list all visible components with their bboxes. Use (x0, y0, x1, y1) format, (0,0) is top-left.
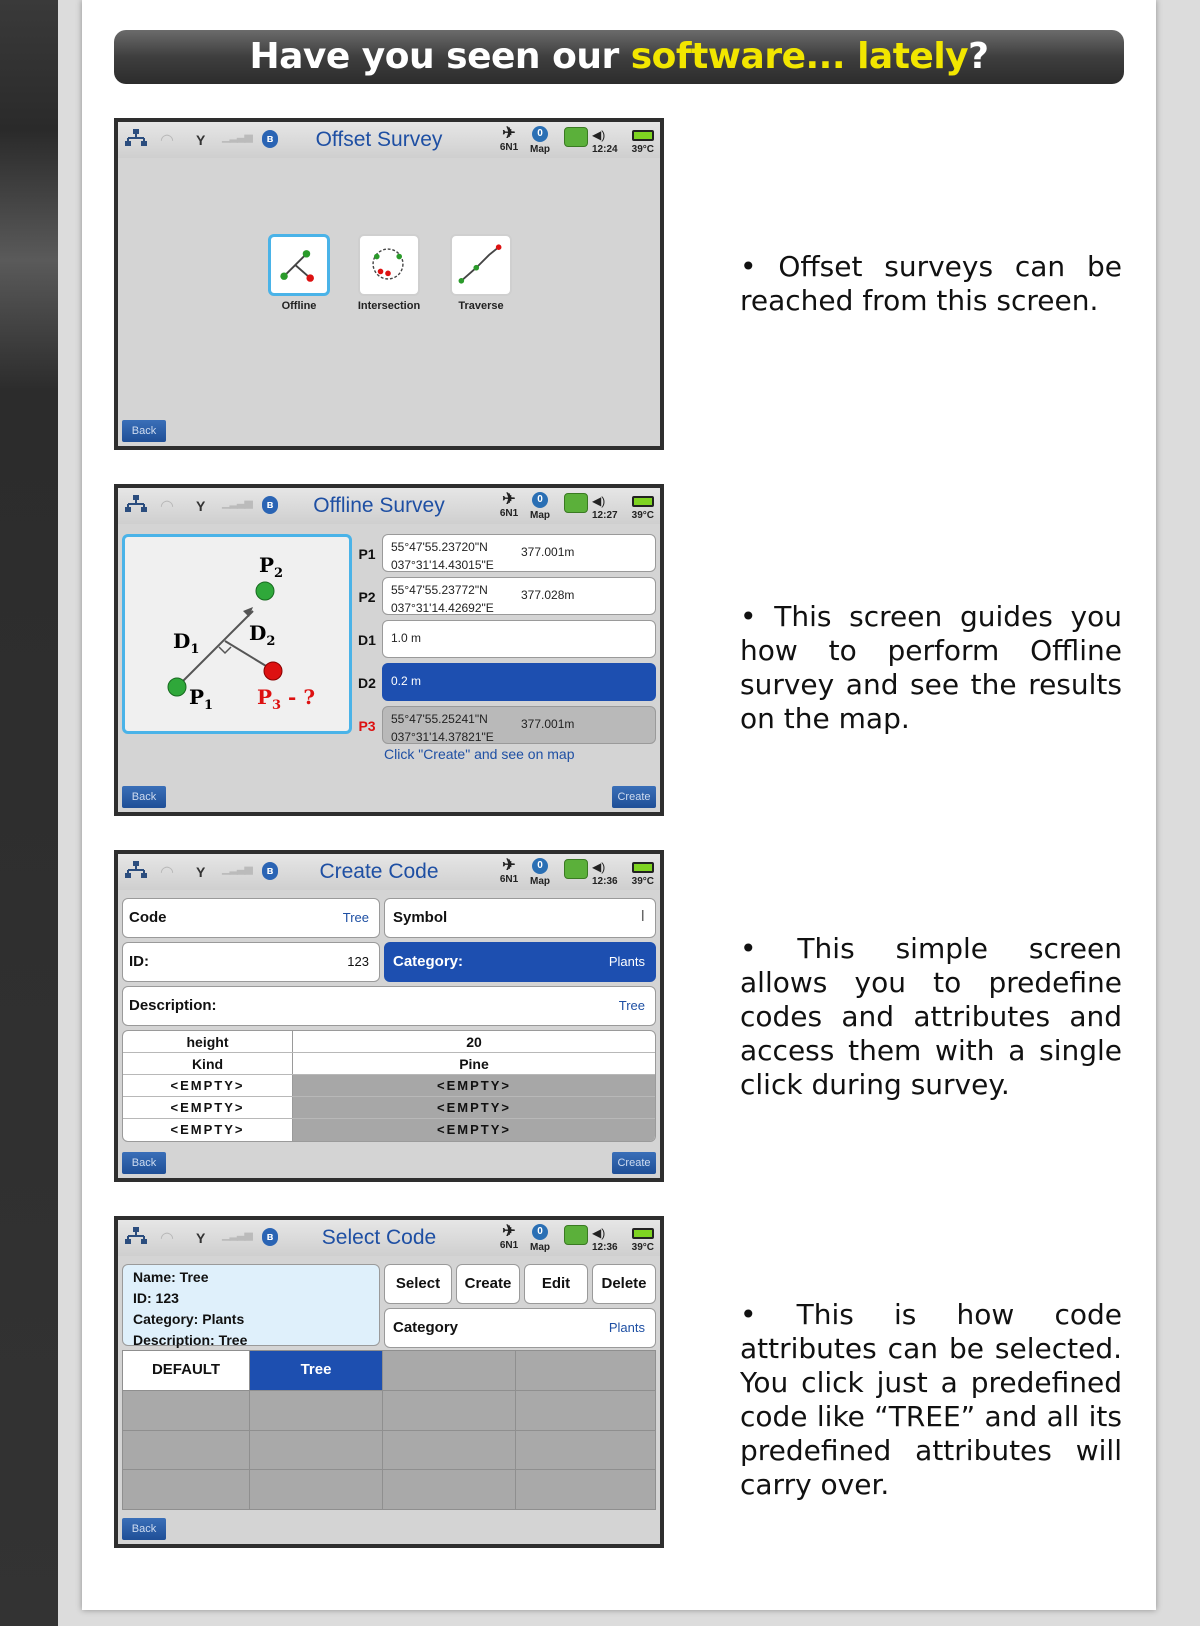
battery-icon (632, 130, 654, 141)
time-label: 12:24 (592, 144, 618, 155)
category-field[interactable] (384, 1308, 656, 1348)
table-row[interactable] (123, 1075, 655, 1097)
status-bar (118, 122, 660, 158)
satellite-label: 6N1 (499, 508, 519, 519)
code-cell-empty[interactable] (123, 1391, 249, 1430)
network-icon[interactable] (124, 860, 148, 880)
map-button[interactable] (526, 126, 554, 155)
p1-label: $P_1$ (189, 685, 214, 713)
time-label: 12:36 (592, 1242, 618, 1253)
map-badge-icon: 0 (532, 492, 548, 508)
description-offline: • This screen guides you how to perform Offline survey and see the results on the map. (740, 600, 1122, 735)
wifi-icon[interactable]: ◠ (160, 1230, 174, 1247)
p3-lon: 037°31'14.37821"E (391, 730, 494, 744)
green-status-icon[interactable] (564, 1225, 588, 1245)
p2-label: $P_2$ (259, 553, 284, 581)
code-value: Tree (342, 910, 369, 925)
create-button[interactable]: Create (612, 1152, 656, 1174)
edit-button[interactable]: Edit (524, 1264, 588, 1304)
clock-area (592, 492, 654, 521)
create-code-button[interactable]: Create (456, 1264, 520, 1304)
attr-key: height (123, 1031, 293, 1052)
time-label: 12:36 (592, 876, 618, 887)
p2-lat: 55°47'55.23772"N (391, 583, 488, 597)
info-category: Category: Plants (133, 1311, 245, 1327)
clock-area (592, 858, 654, 887)
row-label-p3: P3 (358, 718, 376, 734)
row-label-d2: D2 (358, 675, 376, 691)
p2-lon: 037°31'14.42692"E (391, 601, 494, 615)
info-description: Description: Tree (133, 1332, 248, 1348)
signal-bars-icon: ▁▂▃▅ (222, 863, 252, 875)
signal-bars-icon: ▁▂▃▅ (222, 1229, 252, 1241)
network-icon[interactable] (124, 128, 148, 148)
signal-bars-icon: ▁▂▃▅ (222, 131, 252, 143)
map-label: Map (530, 510, 550, 521)
code-cell-empty[interactable] (516, 1431, 655, 1470)
p1-lon: 037°31'14.43015"E (391, 558, 494, 572)
time-label: 12:27 (592, 510, 618, 521)
table-row[interactable] (123, 1053, 655, 1075)
code-cell-empty[interactable] (516, 1470, 655, 1509)
green-status-icon[interactable] (564, 127, 588, 147)
p1-field[interactable] (382, 534, 656, 572)
d1-field[interactable] (382, 620, 656, 658)
table-row[interactable] (123, 1119, 655, 1141)
map-badge-icon: 0 (532, 1224, 548, 1240)
satellite-icon: ✈ (502, 1223, 516, 1240)
p2-dist: 377.028m (521, 588, 575, 602)
attributes-table (122, 1030, 656, 1142)
code-cell-empty[interactable] (250, 1470, 382, 1509)
d1-label: $D_1$ (173, 629, 200, 657)
satellite-icon: ✈ (502, 125, 516, 142)
p2-field[interactable] (382, 577, 656, 615)
traverse-label: Traverse (458, 300, 504, 312)
back-button[interactable]: Back (122, 1518, 166, 1540)
temp-label: 39°C (631, 510, 654, 521)
left-dark-strip (0, 0, 58, 1626)
map-badge-icon: 0 (532, 858, 548, 874)
attr-key: Kind (123, 1053, 293, 1074)
map-label: Map (530, 876, 550, 887)
category-field[interactable] (384, 942, 656, 982)
code-cell-empty[interactable] (516, 1391, 655, 1430)
battery-icon (632, 862, 654, 873)
bluetooth-icon[interactable]: ʙ (262, 496, 278, 514)
satellite-status[interactable] (496, 126, 522, 153)
antenna-icon[interactable]: Y (196, 1230, 206, 1246)
code-cell-empty[interactable] (250, 1391, 382, 1430)
satellite-label: 6N1 (499, 874, 519, 885)
satellite-label: 6N1 (499, 1240, 519, 1251)
satellite-status[interactable] (496, 1224, 522, 1251)
description-offset: • Offset surveys can be reached from this screen. (740, 250, 1122, 317)
symbol-label: Symbol (393, 909, 448, 926)
offline-tile[interactable] (268, 234, 330, 296)
info-name: Name: Tree (133, 1269, 209, 1285)
screen-offset-survey (114, 118, 664, 450)
map-label: Map (530, 144, 550, 155)
code-label: Code (129, 909, 167, 926)
code-cell-empty[interactable] (383, 1431, 515, 1470)
map-label: Map (530, 1242, 550, 1253)
code-cell-empty[interactable] (123, 1431, 249, 1470)
banner-text-1: Have you seen our (249, 36, 631, 77)
p3-field[interactable] (382, 706, 656, 744)
speaker-icon[interactable]: ◀) (592, 859, 606, 874)
description-create-code: • This simple screen allows you to predefine codes and attributes and access them with a single click during survey. (740, 932, 1122, 1101)
bluetooth-icon[interactable]: ʙ (262, 1228, 278, 1246)
attr-key: <EMPTY> (123, 1075, 293, 1096)
category-value: Plants (608, 954, 645, 969)
id-label: ID: (129, 953, 149, 970)
temp-label: 39°C (631, 144, 654, 155)
attr-value: 20 (466, 1034, 482, 1050)
clock-area (592, 126, 654, 155)
back-button[interactable]: Back (122, 1152, 166, 1174)
battery-icon (632, 1228, 654, 1239)
category-label: Category (393, 1319, 459, 1336)
description-field[interactable] (122, 986, 656, 1026)
create-button[interactable]: Create (612, 786, 656, 808)
p1-lat: 55°47'55.23720"N (391, 540, 488, 554)
intersection-diagram-icon (360, 236, 416, 292)
select-button[interactable]: Select (384, 1264, 452, 1304)
back-button[interactable]: Back (122, 420, 166, 442)
map-button[interactable] (526, 492, 554, 521)
d1-value: 1.0 m (391, 631, 422, 645)
green-status-icon[interactable] (564, 493, 588, 513)
antenna-icon[interactable]: Y (196, 132, 206, 148)
traverse-tile[interactable] (450, 234, 512, 296)
offline-diagram-icon (271, 237, 327, 293)
bluetooth-icon[interactable]: ʙ (262, 862, 278, 880)
screen-title: Select Code (321, 1226, 437, 1249)
map-button[interactable] (526, 1224, 554, 1253)
id-value: 123 (347, 954, 369, 969)
attr-value: Pine (459, 1056, 489, 1072)
d2-field[interactable] (382, 663, 656, 701)
satellite-icon: ✈ (502, 857, 516, 874)
code-cell-empty[interactable] (383, 1391, 515, 1430)
row-label-d1: D1 (358, 632, 376, 648)
bluetooth-icon[interactable]: ʙ (262, 130, 278, 148)
attr-value: <EMPTY> (293, 1119, 655, 1141)
green-status-icon[interactable] (564, 859, 588, 879)
code-cell-empty[interactable] (383, 1470, 515, 1509)
d2-label: $D_2$ (249, 621, 276, 649)
speaker-icon[interactable]: ◀) (592, 493, 606, 508)
antenna-icon[interactable]: Y (196, 498, 206, 514)
status-bar (118, 854, 660, 890)
row-label-p2: P2 (358, 589, 376, 605)
clock-area (592, 1224, 654, 1253)
symbol-field[interactable] (384, 898, 656, 938)
code-field[interactable] (122, 898, 380, 938)
screen-title: Offline Survey (313, 494, 445, 517)
survey-geometry-icon (125, 537, 349, 731)
satellite-status[interactable] (496, 858, 522, 885)
category-value: Plants (608, 1320, 645, 1335)
screen-create-code (114, 850, 664, 1182)
screen-select-code (114, 1216, 664, 1548)
status-bar (118, 488, 660, 524)
signal-bars-icon: ▁▂▃▅ (222, 497, 252, 509)
table-row[interactable] (123, 1097, 655, 1119)
table-row[interactable] (123, 1031, 655, 1053)
code-cell-empty[interactable] (383, 1351, 515, 1390)
screen-offline-survey (114, 484, 664, 816)
attr-value: <EMPTY> (293, 1075, 655, 1096)
code-cell-empty[interactable] (516, 1351, 655, 1390)
wifi-icon[interactable]: ◠ (160, 498, 174, 515)
map-button[interactable] (526, 858, 554, 887)
info-id: ID: 123 (133, 1290, 179, 1306)
code-info-box (122, 1264, 380, 1346)
description-label: Description: (129, 997, 217, 1014)
id-field[interactable] (122, 942, 380, 982)
status-bar (118, 1220, 660, 1256)
attr-key: <EMPTY> (123, 1097, 293, 1118)
map-badge-icon: 0 (532, 126, 548, 142)
satellite-icon: ✈ (502, 491, 516, 508)
traverse-diagram-icon (452, 236, 508, 292)
back-button[interactable]: Back (122, 786, 166, 808)
p1-dist: 377.001m (521, 545, 575, 559)
banner-text-2: ? (968, 36, 989, 77)
antenna-icon[interactable]: Y (196, 864, 206, 880)
delete-button[interactable]: Delete (592, 1264, 656, 1304)
network-icon[interactable] (124, 1226, 148, 1246)
offline-label: Offline (281, 300, 317, 312)
attr-value: <EMPTY> (293, 1097, 655, 1118)
network-icon[interactable] (124, 494, 148, 514)
description-select-code: • This is how code attributes can be selected. You click just a predefined code like “TREE” and all its predefined attributes will carry over. (740, 1298, 1122, 1501)
temp-label: 39°C (631, 1242, 654, 1253)
p3-lat: 55°47'55.25241"N (391, 712, 488, 726)
wifi-icon[interactable]: ◠ (160, 132, 174, 149)
banner-highlight: software... lately (630, 36, 969, 77)
satellite-status[interactable] (496, 492, 522, 519)
banner-header (114, 30, 1124, 84)
d2-value: 0.2 m (391, 674, 422, 688)
code-cell-default[interactable]: DEFAULT (123, 1351, 249, 1390)
text-cursor-icon: I (640, 908, 645, 925)
code-cell-tree[interactable]: Tree (250, 1351, 382, 1390)
intersection-label: Intersection (357, 300, 421, 312)
battery-icon (632, 496, 654, 507)
speaker-icon[interactable]: ◀) (592, 127, 606, 142)
code-cell-empty[interactable] (123, 1470, 249, 1509)
speaker-icon[interactable]: ◀) (592, 1225, 606, 1240)
screen-title: Create Code (319, 860, 439, 883)
temp-label: 39°C (631, 876, 654, 887)
p3-label: $P_3$ - ? (257, 685, 316, 713)
code-cell-empty[interactable] (250, 1431, 382, 1470)
intersection-tile[interactable] (358, 234, 420, 296)
offline-diagram (122, 534, 352, 734)
p3-dist: 377.001m (521, 717, 575, 731)
code-grid (122, 1350, 656, 1510)
description-value: Tree (618, 998, 645, 1013)
create-hint: Click "Create" and see on map (384, 746, 575, 762)
attr-key: <EMPTY> (123, 1119, 293, 1141)
row-label-p1: P1 (358, 546, 376, 562)
satellite-label: 6N1 (499, 142, 519, 153)
category-label: Category: (393, 953, 464, 970)
screen-title: Offset Survey (315, 128, 443, 151)
brochure-page (82, 0, 1156, 1610)
wifi-icon[interactable]: ◠ (160, 864, 174, 881)
